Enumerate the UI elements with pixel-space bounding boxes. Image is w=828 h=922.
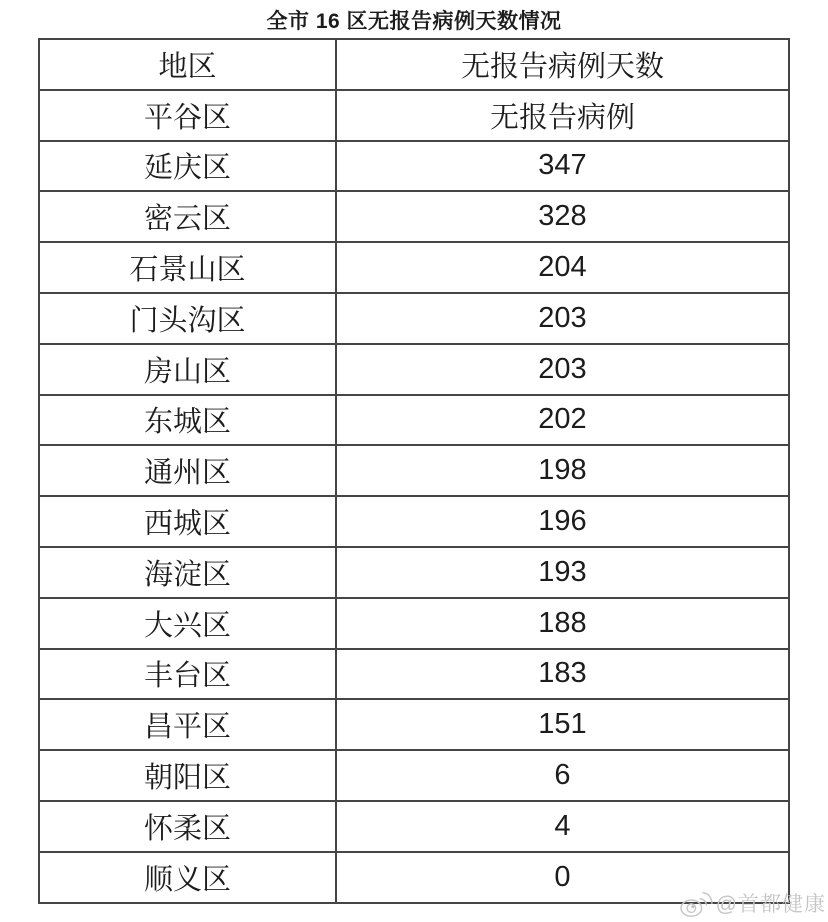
days-cell: 6: [336, 750, 789, 801]
no-case-days-table: [38, 38, 790, 904]
table-row: [39, 445, 789, 496]
days-cell: 204: [336, 242, 789, 293]
column-header-district: 地区: [39, 39, 336, 90]
table-body: [39, 90, 789, 903]
district-cell: 昌平区: [39, 699, 336, 750]
table-row: [39, 547, 789, 598]
days-cell: 347: [336, 141, 789, 192]
weibo-logo-icon: [679, 888, 713, 918]
district-cell: 门头沟区: [39, 293, 336, 344]
days-cell: 无报告病例: [336, 90, 789, 141]
watermark-text: @首都健康: [715, 893, 826, 916]
district-cell: 顺义区: [39, 852, 336, 903]
table-row: [39, 598, 789, 649]
district-cell: 延庆区: [39, 141, 336, 192]
table-row: [39, 395, 789, 446]
table-row: [39, 90, 789, 141]
days-cell: 151: [336, 699, 789, 750]
days-cell: 203: [336, 344, 789, 395]
table-row: [39, 141, 789, 192]
district-cell: 大兴区: [39, 598, 336, 649]
days-cell: 0: [336, 852, 789, 903]
table-row: [39, 293, 789, 344]
table-row: [39, 242, 789, 293]
table-row: [39, 801, 789, 852]
district-cell: 朝阳区: [39, 750, 336, 801]
table-row: [39, 344, 789, 395]
district-cell: 西城区: [39, 496, 336, 547]
table-header: [39, 39, 789, 90]
header-row: [39, 39, 789, 90]
district-cell: 东城区: [39, 395, 336, 446]
table-row: [39, 496, 789, 547]
days-cell: 188: [336, 598, 789, 649]
days-cell: 203: [336, 293, 789, 344]
table-row: [39, 852, 789, 903]
days-cell: 328: [336, 191, 789, 242]
days-cell: 183: [336, 649, 789, 700]
days-cell: 196: [336, 496, 789, 547]
days-cell: 202: [336, 395, 789, 446]
table-row: [39, 649, 789, 700]
days-cell: 198: [336, 445, 789, 496]
column-header-days: 无报告病例天数: [336, 39, 789, 90]
district-cell: 石景山区: [39, 242, 336, 293]
district-cell: 丰台区: [39, 649, 336, 700]
district-cell: 海淀区: [39, 547, 336, 598]
table-row: [39, 699, 789, 750]
district-cell: 通州区: [39, 445, 336, 496]
days-cell: 4: [336, 801, 789, 852]
district-cell: 密云区: [39, 191, 336, 242]
table-row: [39, 750, 789, 801]
page-title: 全市 16 区无报告病例天数情况: [266, 10, 562, 33]
watermark: [679, 888, 826, 918]
days-cell: 193: [336, 547, 789, 598]
district-cell: 房山区: [39, 344, 336, 395]
district-cell: 怀柔区: [39, 801, 336, 852]
district-cell: 平谷区: [39, 90, 336, 141]
table-row: [39, 191, 789, 242]
